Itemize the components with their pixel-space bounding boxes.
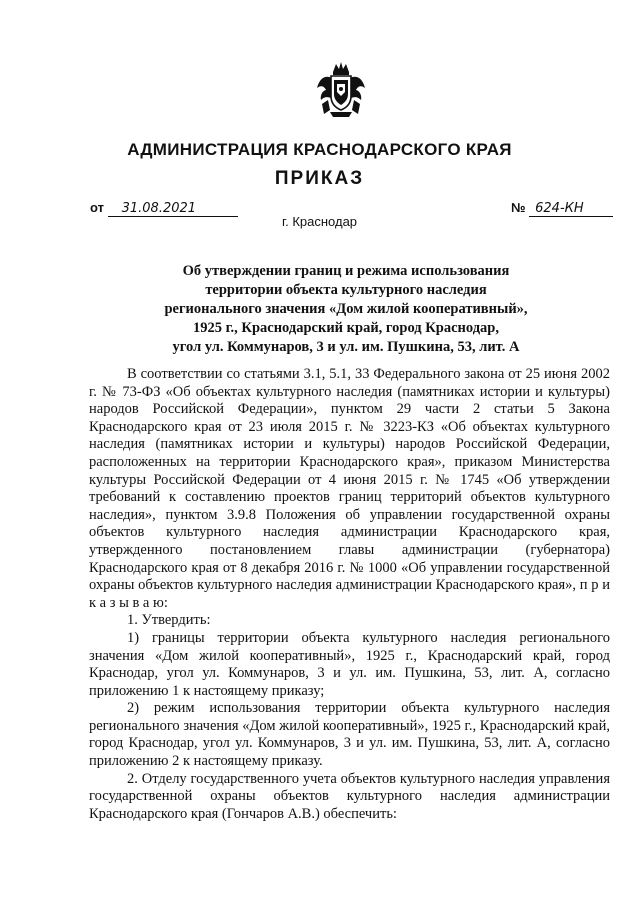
subject-line: территории объекта культурного наследия xyxy=(205,282,487,298)
city-label: г. Краснодар xyxy=(281,214,358,229)
subject-line: регионального значения «Дом жилой кооперативный», xyxy=(164,301,528,317)
organization-title: АДМИНИСТРАЦИЯ КРАСНОДАРСКОГО КРАЯ xyxy=(127,140,512,159)
document-type: ПРИКАЗ xyxy=(274,168,365,189)
item-1-1-paragraph: 1) границы территории объекта культурного наследия регионального значения «Дом жилой кооперативный», 1925 г., Краснодарский край, город Краснодар, угол ул. Коммунаров, 3 и ул. им. Пушкина, 53, лит. А, согласно приложению 1 к настоящему приказу; xyxy=(89,629,610,699)
document-subject xyxy=(150,262,542,357)
item-1-2-paragraph: 2) режим использования территории объекта культурного наследия регионального значения «Дом жилой кооперативный», 1925 г., Краснодарский край, город Краснодар, угол ул. Коммунаров, 3 и ул. им. Пушкина, 53, лит. А, согласно приложению 2 к настоящему приказу. xyxy=(89,700,610,770)
date-prefix: от xyxy=(90,200,104,215)
item-2-paragraph: 2. Отделу государственного учета объектов культурного наследия управления государственной охраны объектов культурного наследия администрации Краснодарского края (Гончаров А.В.) обеспечить: xyxy=(89,770,610,822)
number-prefix: № xyxy=(511,200,526,215)
preamble-paragraph: В соответствии со статьями 3.1, 5.1, 33 Федерального закона от 25 июня 2002 г. № 73-ФЗ «Об объектах культурного наследия (памятниках истории и культуры) народов Российской Федерации», пунктом 29 части 2 статьи 5 Закона Краснодарского края от 23 июля 2015 г. № 3223-КЗ «Об объектах культурного наследия (памятниках истории и культуры) народов Российской Федерации, расположенных на территории Краснодарского края», приказом Министерства культуры Российской Федерации от 4 июня 2015 г. № 1745 «Об утверждении требований к составлению проектов границ территорий объектов культурного наследия», пунктом 3.9.8 Положения об управлении государственной охраны объектов культурного наследия администрации Краснодарского края, утвержденного постановлением главы администрации (губернатора) Краснодарского края от 8 декабря 2016 г. № 1000 «Об управлении государственной охраны объектов культурного наследия администрации Краснодарского края», п р и к а з ы в а ю: xyxy=(89,366,610,611)
coat-of-arms-icon xyxy=(316,60,366,118)
document-body xyxy=(89,366,610,823)
number-value: 624-КН xyxy=(529,201,613,217)
subject-line: угол ул. Коммунаров, 3 и ул. им. Пушкина, 53, лит. А xyxy=(172,339,520,355)
item-1-paragraph: 1. Утвердить: xyxy=(127,612,211,629)
subject-line: Об утверждении границ и режима использования xyxy=(182,263,510,279)
date-value: 31.08.2021 xyxy=(108,201,238,217)
subject-line: 1925 г., Краснодарский край, город Краснодар, xyxy=(192,320,499,336)
